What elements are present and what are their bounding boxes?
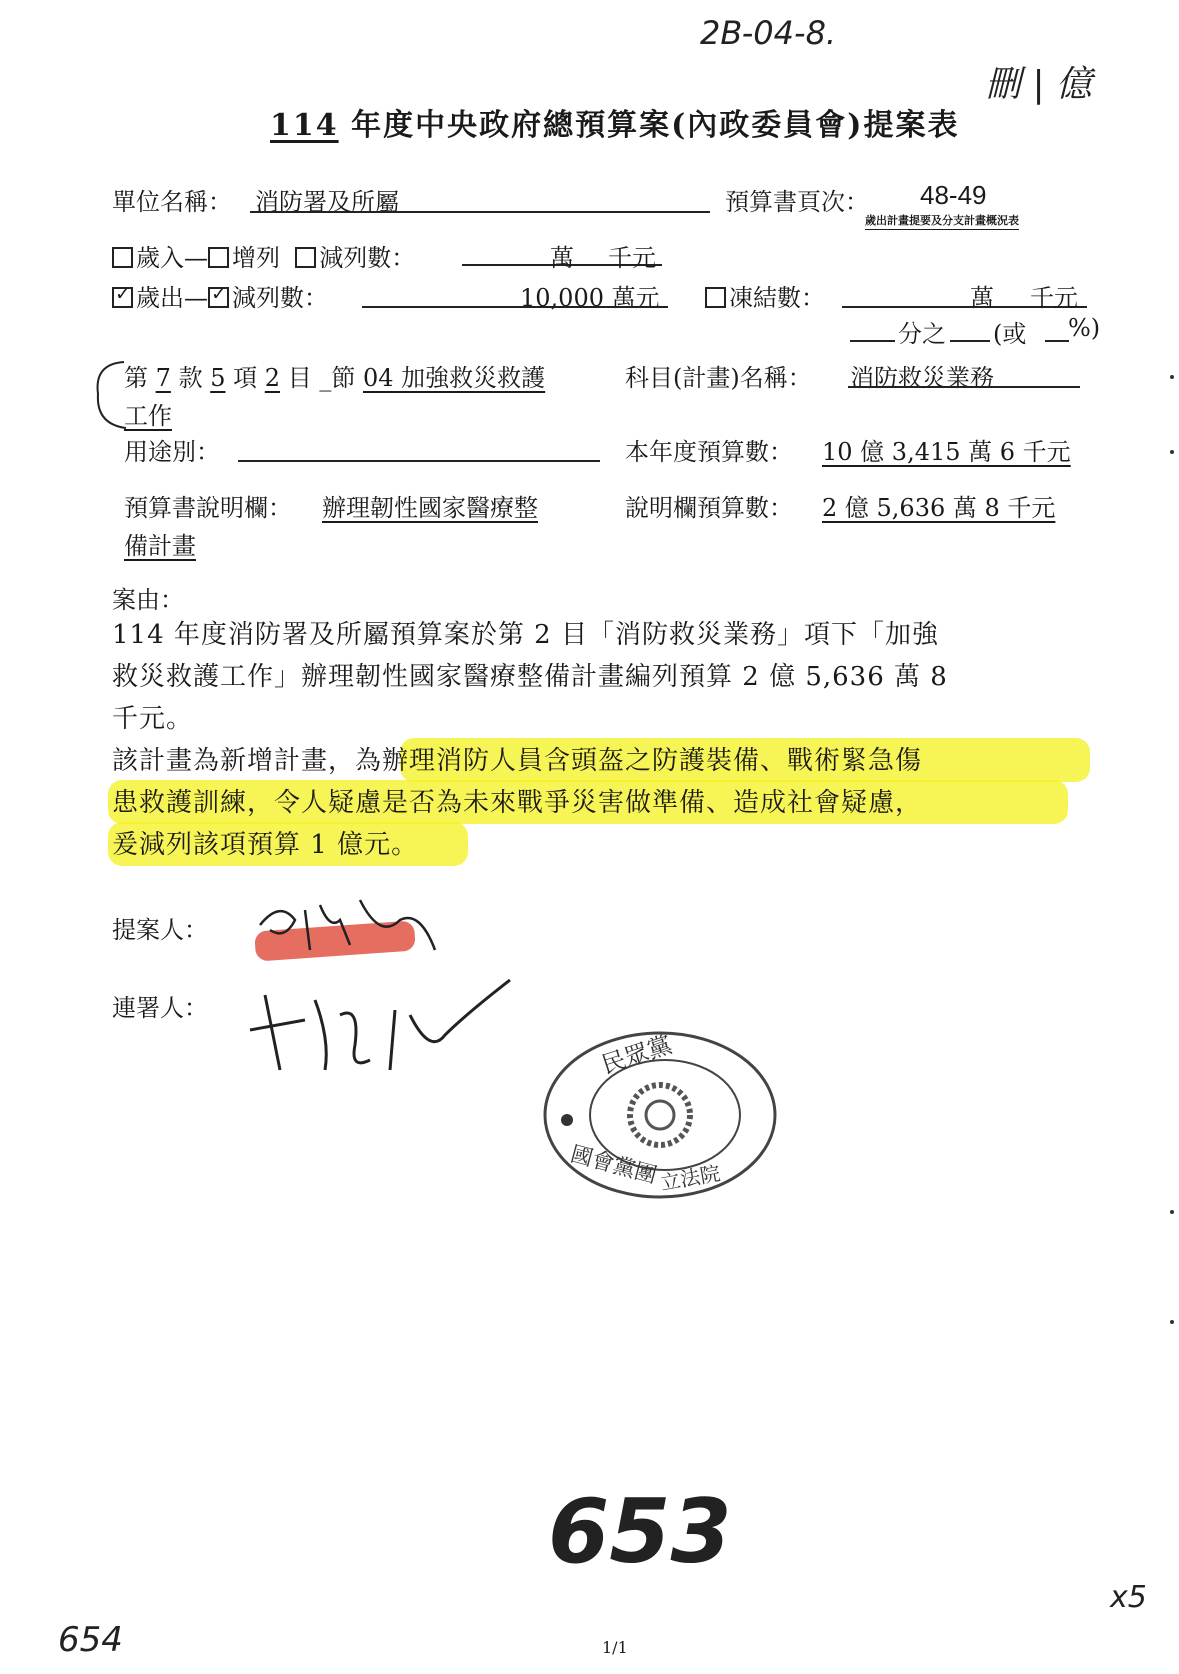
expense-cut-checkbox[interactable]: [208, 287, 229, 308]
reason-line-6: 爰減列該項預算 1 億元。: [112, 830, 419, 860]
section-part5: 節: [331, 364, 356, 392]
title-year: 114: [270, 108, 339, 143]
freeze-unit-wan: 萬: [970, 284, 994, 312]
section-line2: 工作: [124, 402, 172, 430]
seal-top-text: 民眾黨: [598, 1030, 676, 1080]
handwritten-delete-note: 刪 | 億: [985, 64, 1093, 105]
proposer-signature: [250, 880, 450, 970]
explanation-budget-value: 2 億 5,636 萬 8 千元: [822, 494, 1056, 522]
fraction-pct: %): [1068, 314, 1101, 342]
section-mu: 2: [264, 364, 281, 392]
explanation-value-1: 辦理韌性國家醫療整: [322, 494, 538, 522]
handwritten-left-number: 654: [58, 1620, 123, 1660]
revenue-prefix: 歲入—: [136, 244, 208, 272]
freeze-row: [705, 278, 825, 313]
explanation-budget-label: 說明欄預算數：: [625, 494, 793, 522]
unit-value: 消防署及所屬: [255, 188, 399, 216]
handwritten-date: 2B-04-8.: [700, 14, 837, 52]
page-ref-label: 預算書頁次：: [725, 188, 869, 216]
expense-cut-label: 減列數：: [232, 284, 328, 312]
revenue-add-checkbox[interactable]: [208, 247, 229, 268]
revenue-checkbox[interactable]: [112, 247, 133, 268]
expense-cut-amount: 10,000 萬元: [520, 284, 660, 312]
revenue-cut-checkbox[interactable]: [295, 247, 316, 268]
reason-label: 案由：: [112, 586, 184, 614]
section-xiang: 5: [210, 364, 226, 392]
scan-dot: [1170, 375, 1174, 379]
expense-row: [112, 278, 328, 313]
section-part4: 目: [287, 364, 312, 392]
reason-line-1: 114 年度消防署及所屬預算案於第 2 目「消防救災業務」項下「加強: [112, 620, 939, 650]
fraction-label: 分之: [898, 320, 946, 348]
section-jie: 04 加強救災救護: [362, 364, 546, 392]
page-ref-note: 歲出計畫提要及分支計畫概況表: [865, 214, 1019, 227]
explanation-label: 預算書說明欄：: [124, 494, 292, 522]
handwritten-page-number: 653: [548, 1480, 732, 1583]
freeze-unit-qian: 千元: [1030, 284, 1078, 312]
reason-line-3: 千元。: [112, 704, 194, 734]
reason-line-5: 患救護訓練，令人疑慮是否為未來戰爭災害做準備、造成社會疑慮，: [112, 788, 923, 818]
scan-dot: [1170, 450, 1174, 454]
section-part3: 項: [233, 364, 258, 392]
section-kuan: 7: [155, 364, 171, 392]
section-part2: 款: [178, 364, 203, 392]
unit-label: 單位名稱：: [112, 188, 232, 216]
revenue-row: [112, 238, 415, 273]
handwritten-right-mark: x5: [1110, 1580, 1147, 1615]
expense-checkbox[interactable]: [112, 287, 133, 308]
revenue-add-label: 增列: [232, 244, 280, 272]
reason-line-4a: 該計畫為新增計畫，: [112, 746, 356, 776]
reason-line-2: 救災救護工作」辦理韌性國家醫療整備計畫編列預算 2 億 5,636 萬 8: [112, 662, 948, 692]
freeze-checkbox[interactable]: [705, 287, 726, 308]
revenue-cut-label: 減列數：: [319, 244, 416, 272]
page-title: [270, 100, 959, 144]
freeze-label: 凍結數：: [729, 284, 825, 312]
page-ref-value: 48-49: [920, 180, 987, 210]
section-line: 第 7 款 5 項 2 目 _節 04 加強救災救護: [124, 364, 546, 392]
cosigner-label: 連署人：: [112, 994, 208, 1022]
seal-bottom-text: 國會黨團: [567, 1141, 660, 1189]
bracket-mark: [88, 358, 128, 434]
annual-budget-value: 10 億 3,415 萬 6 千元: [822, 438, 1071, 466]
cosigner-signature: [245, 975, 515, 1085]
scan-dot: [1170, 1320, 1174, 1324]
annual-budget-label: 本年度預算數：: [625, 438, 793, 466]
scan-dot: [1170, 1210, 1174, 1214]
usage-label: 用途別：: [124, 438, 220, 466]
seal-court-text: 立法院: [658, 1160, 722, 1196]
reason-line-4: [112, 740, 922, 777]
page-footer: 1/1: [602, 1638, 628, 1657]
title-text: 年度中央政府總預算案(內政委員會)提案表: [351, 108, 960, 143]
fraction-or: (或: [993, 320, 1027, 348]
proposer-label: 提案人：: [112, 916, 208, 944]
subject-value: 消防救災業務: [850, 364, 994, 392]
section-part1: 第: [124, 364, 148, 392]
subject-label: 科目(計畫)名稱：: [625, 364, 812, 392]
revenue-unit-qian: 千元: [608, 244, 656, 272]
expense-prefix: 歲出—: [136, 284, 208, 312]
explanation-value-2: 備計畫: [124, 532, 196, 560]
revenue-unit-wan: 萬: [550, 244, 574, 272]
reason-line-4b: 為辦理消防人員含頭盔之防護裝備、戰術緊急傷: [355, 746, 923, 776]
